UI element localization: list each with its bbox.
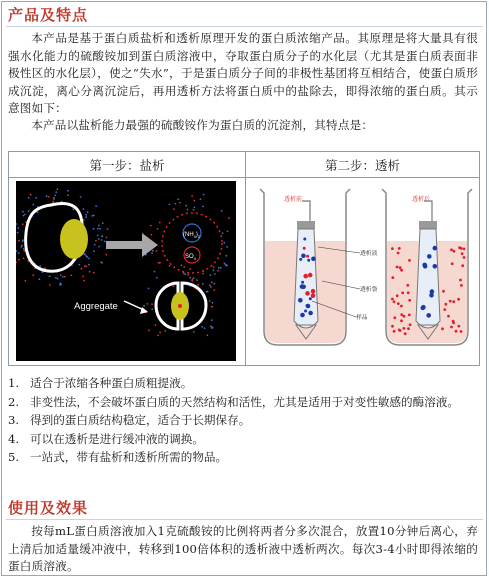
ion-dot [62, 276, 64, 278]
ion-dot [18, 252, 20, 254]
ion-dot [105, 254, 107, 256]
ion-dot [222, 232, 224, 234]
ion-dot [148, 329, 150, 331]
beaker-before [260, 189, 350, 345]
ion-dot [223, 242, 225, 244]
salting-out-illustration [16, 181, 236, 361]
ion-dot [193, 331, 195, 333]
nh4-label: $(NH_4)_2$ [183, 232, 201, 239]
ion-dot [37, 211, 39, 213]
particle [299, 258, 302, 261]
ion-dot [202, 206, 204, 208]
ion-dot [22, 240, 24, 242]
ion-dot [99, 228, 101, 230]
particle [303, 274, 308, 279]
particle [396, 266, 399, 269]
particle [461, 264, 464, 267]
precipitant-paragraph: 本产品以盐析能力最强的硫酸铵作为蛋白质的沉淀剂，其特点是： [31, 118, 374, 132]
particle [306, 255, 309, 258]
ion-dot [17, 232, 19, 234]
particle [403, 327, 406, 330]
ion-dot [210, 286, 212, 288]
ion-dot [95, 205, 97, 207]
ion-dot [56, 188, 58, 190]
list-item: 4. 可以在透析是进行缓冲液的调换。 [8, 431, 204, 446]
beaker-after [382, 189, 472, 345]
ion-dot [91, 215, 93, 217]
ion-dot [196, 279, 198, 281]
particle [397, 252, 400, 255]
ion-dot [32, 274, 34, 276]
ion-dot [84, 265, 86, 267]
ion-dot [38, 278, 40, 280]
particle [393, 330, 396, 333]
section-divider [6, 26, 483, 27]
ion-dot [95, 240, 97, 242]
particle [433, 264, 438, 269]
ion-dot [22, 211, 24, 213]
list-item: 3. 得到的蛋白质结构稳定，适合于长期保存。 [8, 413, 251, 427]
ion-dot [184, 273, 186, 275]
ion-dot [97, 228, 99, 230]
ion-dot [18, 227, 20, 229]
ion-dot [98, 225, 100, 227]
particle [306, 304, 309, 307]
ion-dot [60, 274, 62, 276]
ion-dot [94, 244, 96, 246]
particle [460, 284, 463, 287]
ion-dot [35, 197, 37, 199]
list-item: 5. 一站式，带有盐析和透析所需的物品。 [8, 450, 228, 464]
ion-dot [164, 330, 166, 332]
ion-dot [49, 284, 51, 286]
ion-dot [213, 283, 215, 285]
hydrated-protein [26, 203, 88, 271]
ion-dot [211, 319, 213, 321]
particle [450, 326, 453, 329]
ion-dot [71, 274, 73, 276]
particle [311, 257, 316, 262]
before-label: 透析前 [284, 196, 303, 203]
usage-paragraph: 按每mL蛋白质溶液加入1克硫酸铵的比例将两者分多次混合，放置10分钟后离心，弃上清后加适量缓冲液中，转移到100倍体积的透析液中透析两次。每次3-4小时即得浓缩的蛋白质溶液。 [8, 524, 478, 573]
ion-dot [206, 334, 208, 336]
ion-dot [177, 199, 179, 201]
ion-dot [54, 194, 56, 196]
ion-dot [143, 305, 145, 307]
ion-dot [98, 246, 100, 248]
ion-circle [162, 213, 222, 273]
ion-dot [211, 282, 213, 284]
ion-dot [83, 280, 85, 282]
particle [400, 305, 403, 308]
particle [399, 266, 402, 269]
particle [407, 327, 410, 330]
particle [309, 297, 312, 300]
ion-dot [204, 327, 206, 329]
ion-dot [202, 273, 204, 275]
particle [452, 300, 455, 303]
particle [441, 327, 444, 330]
ion-dot [193, 206, 195, 208]
ion-dot [60, 284, 62, 286]
ion-dot [214, 289, 216, 291]
ion-dot [159, 332, 161, 334]
ion-dot [209, 284, 211, 286]
ion-dot [213, 269, 215, 271]
particle [455, 330, 458, 333]
ion-dot [151, 308, 153, 310]
particle [421, 305, 426, 310]
intro-paragraph: 本产品是基于蛋白质盐析和透析原理开发的蛋白质浓缩产品。其原理是将大量具有很强水化能力的硫酸铵加到蛋白质溶液中，夺取蛋白质分子的水化层（尤其是蛋白质表面非极性区的水化层），使之“失水”，于是蛋白质分子间的非极性基团将互相结合，使蛋白质形成沉淀，离心分离沉淀后，再用透析方法将蛋白质中的盐除去，即得浓缩的蛋白质。其示意图如下： [8, 31, 478, 115]
particle [304, 310, 307, 313]
ion-dot [83, 208, 85, 210]
ion-dot [22, 223, 24, 225]
ion-dot [88, 264, 90, 266]
ion-dot [169, 265, 171, 267]
particle [393, 300, 396, 303]
list-item: 2. 非变性法，不会破坏蛋白质的天然结构和活性，尤其是适用于对变性敏感的酶溶液。 [8, 394, 459, 409]
particle [445, 303, 448, 306]
particle [422, 263, 427, 268]
particle [298, 298, 303, 303]
particle [303, 238, 306, 241]
ion-dot [87, 211, 89, 213]
ion-dot [200, 198, 202, 200]
ion-dot [44, 267, 46, 269]
ion-dot [151, 252, 153, 254]
figure-divider [245, 152, 246, 365]
ion-dot [148, 288, 150, 290]
ion-dot [104, 241, 106, 243]
particle [447, 315, 450, 318]
particle [429, 293, 434, 298]
ion-dot [156, 277, 158, 279]
particle [400, 269, 403, 272]
ion-dot [23, 257, 25, 259]
ion-dot [93, 272, 95, 274]
particle [307, 259, 310, 262]
ion-dot [156, 250, 158, 252]
ion-dot [24, 214, 26, 216]
dialysis-illustration [252, 181, 474, 361]
arrow-right-icon [106, 233, 158, 257]
ion-dot [21, 246, 23, 248]
ion-dot [107, 228, 109, 230]
ion-dot [85, 214, 87, 216]
ion-dot [89, 271, 91, 273]
particle [460, 330, 463, 333]
after-label: 透析后 [412, 196, 431, 203]
particle [301, 254, 306, 259]
ion-dot [67, 190, 69, 192]
ion-dot [185, 205, 187, 207]
ion-dot [203, 194, 205, 196]
particle [303, 247, 306, 250]
particle [407, 291, 410, 294]
ion-dot [226, 246, 228, 248]
ion-dot [214, 273, 216, 275]
particle [391, 325, 394, 328]
ion-dot [189, 277, 191, 279]
ion-dot [225, 265, 227, 267]
ion-dot [221, 210, 223, 212]
ion-dot [183, 266, 185, 268]
ion-dot [23, 215, 25, 217]
ion-dot [179, 202, 181, 204]
particle [452, 322, 455, 325]
particle [433, 246, 438, 251]
ion-dot [218, 267, 220, 269]
dialysis-bag-label: 透析袋 [360, 287, 378, 293]
so4-label: $SO_4$ [185, 254, 196, 261]
particle [408, 259, 411, 262]
ion-dot [189, 268, 191, 270]
ion-dot [152, 250, 154, 252]
ion-dot [154, 271, 156, 273]
step1-label: 第一步：盐析 [9, 155, 245, 178]
ion-dot [83, 219, 85, 221]
particle [393, 316, 396, 319]
ion-dot [151, 303, 153, 305]
ion-dot [28, 210, 30, 212]
particle [426, 313, 431, 318]
ion-dot [193, 200, 195, 202]
particle [408, 314, 411, 317]
particle [311, 289, 316, 294]
ion-dot [30, 194, 32, 196]
particle [449, 300, 452, 303]
ion-dot [87, 256, 89, 258]
salting-out-svg [16, 181, 236, 361]
ion-dot [213, 266, 215, 268]
ion-dot [53, 197, 55, 199]
ion-dot [39, 265, 41, 267]
particle [457, 298, 460, 301]
particle [463, 256, 466, 259]
ion-dot [193, 209, 195, 211]
ion-dot [55, 191, 57, 193]
particle [427, 254, 432, 259]
particle [406, 284, 409, 287]
ion-dot [93, 228, 95, 230]
ion-dot [212, 302, 214, 304]
particle [461, 252, 464, 255]
ion-dot [181, 264, 183, 266]
ion-dot [101, 239, 103, 241]
ion-dot [102, 222, 104, 224]
particle [453, 250, 456, 253]
ion-dot [158, 262, 160, 264]
ion-dot [80, 196, 82, 198]
ion-dot [16, 223, 17, 225]
particle [450, 248, 453, 251]
dialysis-liquid-label: 透析液 [360, 251, 378, 257]
ion-dot [97, 235, 99, 237]
ion-dot [157, 228, 159, 230]
particle [400, 319, 403, 322]
ion-dot [23, 248, 25, 250]
ion-dot [53, 198, 55, 200]
section-divider [6, 519, 483, 520]
ion-dot [32, 204, 34, 206]
ion-dot [93, 250, 95, 252]
ion-dot [85, 216, 87, 218]
ion-dot [106, 237, 108, 239]
ion-dot [202, 283, 204, 285]
ion-dot [191, 195, 193, 197]
particle [451, 262, 454, 265]
ion-dot [175, 203, 177, 205]
ion-dot [84, 254, 86, 256]
ion-dot [52, 201, 54, 203]
section-title-features: 产品及特点 [8, 6, 89, 24]
list-item: 1. 适合于浓缩各种蛋白质粗提液。 [8, 376, 193, 390]
ion-dot [173, 285, 175, 287]
ion-dot [88, 258, 90, 260]
ion-dot [16, 250, 17, 252]
ion-dot [46, 195, 48, 197]
particle [391, 276, 394, 279]
particle [463, 248, 466, 251]
ion-dot [220, 267, 222, 269]
particle [401, 292, 404, 295]
aggregated-proteins [156, 283, 206, 329]
ion-dot [207, 291, 209, 293]
particle [396, 294, 399, 297]
particle [300, 284, 305, 289]
dialysis-svg [252, 181, 474, 361]
particle [311, 293, 316, 298]
ion-dot [48, 196, 50, 198]
ion-dot [101, 262, 103, 264]
ion-dot [187, 274, 189, 276]
particle [443, 308, 446, 311]
ion-dot [102, 236, 104, 238]
particle [460, 247, 463, 250]
ion-dot [169, 204, 171, 206]
particle [442, 290, 445, 293]
ion-dot [28, 197, 30, 199]
ion-dot [211, 327, 213, 329]
ion-dot [217, 270, 219, 272]
ion-dot [57, 278, 59, 280]
particle [403, 315, 406, 318]
ion-dot [155, 324, 157, 326]
ion-dot [98, 238, 100, 240]
ion-dot [201, 326, 203, 328]
particle [308, 311, 313, 316]
feature-list [8, 375, 478, 468]
ion-dot [16, 262, 17, 264]
ion-dot [150, 225, 152, 227]
ion-dot [18, 259, 20, 261]
ion-dot [67, 194, 69, 196]
ion-dot [187, 209, 189, 211]
particle [301, 281, 304, 284]
particle [397, 302, 400, 305]
ion-dot [191, 280, 193, 282]
particle [404, 332, 407, 335]
ion-dot [55, 277, 57, 279]
ion-dot [209, 274, 211, 276]
ion-dot [78, 264, 80, 266]
step2-label: 第二步：透析 [246, 155, 479, 178]
ion-dot [82, 275, 84, 277]
ion-dot [81, 268, 83, 270]
ion-dot [173, 208, 175, 210]
ion-dot [224, 263, 226, 265]
ion-dot [49, 275, 51, 277]
ion-dot [64, 276, 66, 278]
particle [391, 247, 394, 250]
particle [408, 299, 411, 302]
particle [399, 329, 402, 332]
ion-dot [93, 215, 95, 217]
ion-dot [157, 335, 159, 337]
sample-label: 样品 [356, 315, 368, 321]
ion-dot [18, 240, 20, 242]
particle [308, 273, 313, 278]
particle [391, 298, 394, 301]
ion-dot [227, 230, 229, 232]
ion-dot [146, 303, 148, 305]
section-title-usage: 使用及效果 [8, 499, 89, 517]
ion-dot [209, 300, 211, 302]
particle [457, 325, 460, 328]
ion-dot [193, 277, 195, 279]
particle [459, 279, 462, 282]
ion-dot [151, 234, 153, 236]
particle [305, 291, 310, 296]
ion-dot [25, 280, 27, 282]
ion-dot [211, 306, 213, 308]
particle [409, 323, 412, 326]
ion-dot [197, 284, 199, 286]
ion-dot [228, 217, 230, 219]
particle [398, 247, 401, 250]
aggregate-label: Aggregate [74, 301, 118, 312]
ion-dot [159, 222, 161, 224]
ion-dot [225, 255, 227, 257]
particle [300, 313, 305, 318]
